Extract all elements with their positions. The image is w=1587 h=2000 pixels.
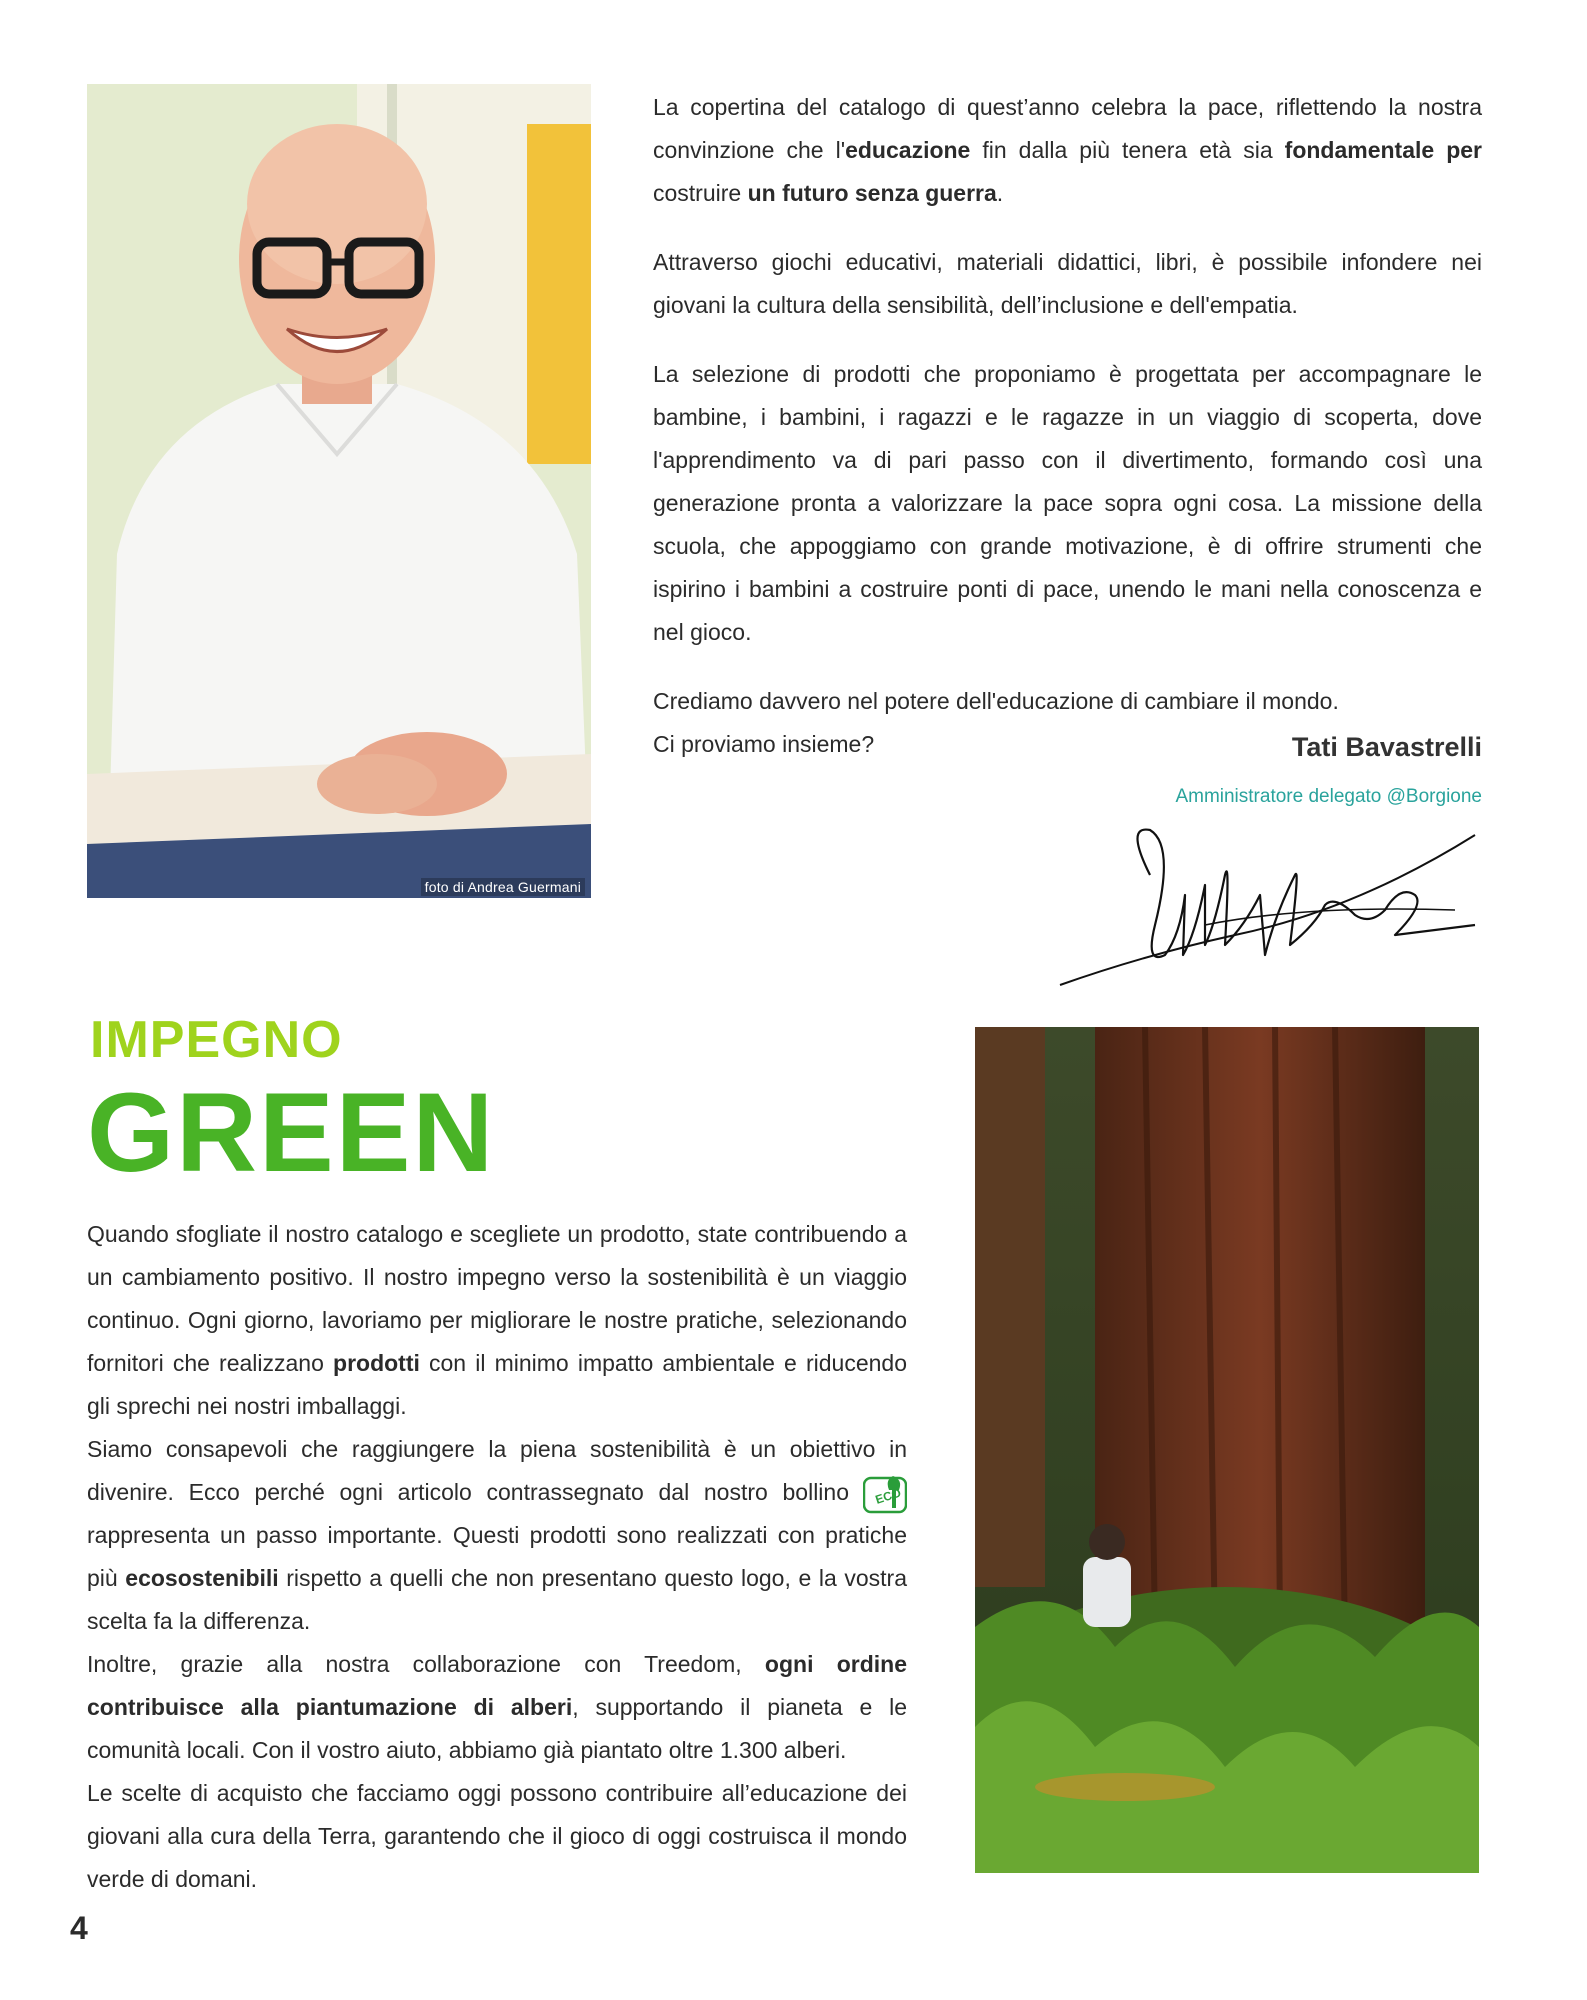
portrait-photo xyxy=(87,84,591,898)
green-paragraph: Quando sfogliate il nostro catalogo e scegliete un prodotto, state contribuendo a un cambiamento positivo. Il nostro impegno verso la sostenibilità è un viaggio continuo. Ogni giorno, lavoriamo per migliorare le nostre pratiche, selezionando fornitori che realizzano prodotti con il minimo impatto ambientale e riducendo gli sprechi nei nostri imballaggi. xyxy=(87,1221,907,1419)
photo-credit: foto di Andrea Guermani xyxy=(421,878,585,896)
letter-paragraph: Attraverso giochi educativi, materiali didattici, libri, è possibile infondere nei giovani la cultura della sensibilità, dell’inclusione e dell'empatia. xyxy=(653,249,1482,318)
eco-badge-icon xyxy=(863,1474,907,1514)
letter-closing: Crediamo davvero nel potere dell'educazione di cambiare il mondo. Ci proviamo insieme? xyxy=(653,688,1339,757)
handwritten-signature xyxy=(1055,815,1480,1005)
eco-badge-label: ECO xyxy=(873,1485,903,1507)
green-paragraph: Inoltre, grazie alla nostra collaborazione con Treedom, ogni ordine contribuisce alla piantumazione di alberi, supportando il pianeta e le comunità locali. Con il vostro aiuto, abbiamo già piantato oltre 1.300 alberi. xyxy=(87,1651,907,1763)
editorial-letter xyxy=(653,86,1482,792)
portrait-illustration xyxy=(87,84,591,898)
signatory-name: Tati Bavastrelli xyxy=(1291,732,1482,762)
forest-illustration xyxy=(975,1027,1479,1873)
signatory-role: Amministratore delegato @Borgione xyxy=(1175,786,1482,807)
letter-paragraph: La copertina del catalogo di quest’anno celebra la pace, riflettendo la nostra convinzione che l'educazione fin dalla più tenera età sia fondamentale per costruire un futuro senza guerra. xyxy=(653,94,1482,206)
green-paragraph: Le scelte di acquisto che facciamo oggi possono contribuire all’educazione dei giovani alla cura della Terra, garantendo che il gioco di oggi costruisca il mondo verde di domani. xyxy=(87,1780,907,1892)
page-number: 4 xyxy=(70,1910,88,1946)
section-title-impegno: IMPEGNO xyxy=(90,1011,343,1069)
forest-photo xyxy=(975,1027,1479,1873)
section-title-green: GREEN xyxy=(87,1070,496,1195)
green-paragraph: Siamo consapevoli che raggiungere la piena sostenibilità è un obiettivo in divenire. Ecco perché ogni articolo contrassegnato dal nostro bollino ECO rappresenta un passo importante. Questi prodotti sono realizzati con pratiche più ecosostenibili rispetto a quelli che non presentano questo logo, e la vostra scelta fa la differenza. xyxy=(87,1436,907,1634)
letter-paragraph: La selezione di prodotti che proponiamo è progettata per accompagnare le bambine, i bambini, i ragazzi e le ragazze in un viaggio di scoperta, dove l'apprendimento va di pari passo con il divertimento, formando così una generazione pronta a valorizzare la pace sopra ogni cosa. La missione della scuola, che appoggiamo con grande motivazione, è di offrire strumenti che ispirino i bambini a costruire ponti di pace, unendo le mani nella conoscenza e nel gioco. xyxy=(653,361,1482,645)
green-body xyxy=(87,1213,907,1901)
